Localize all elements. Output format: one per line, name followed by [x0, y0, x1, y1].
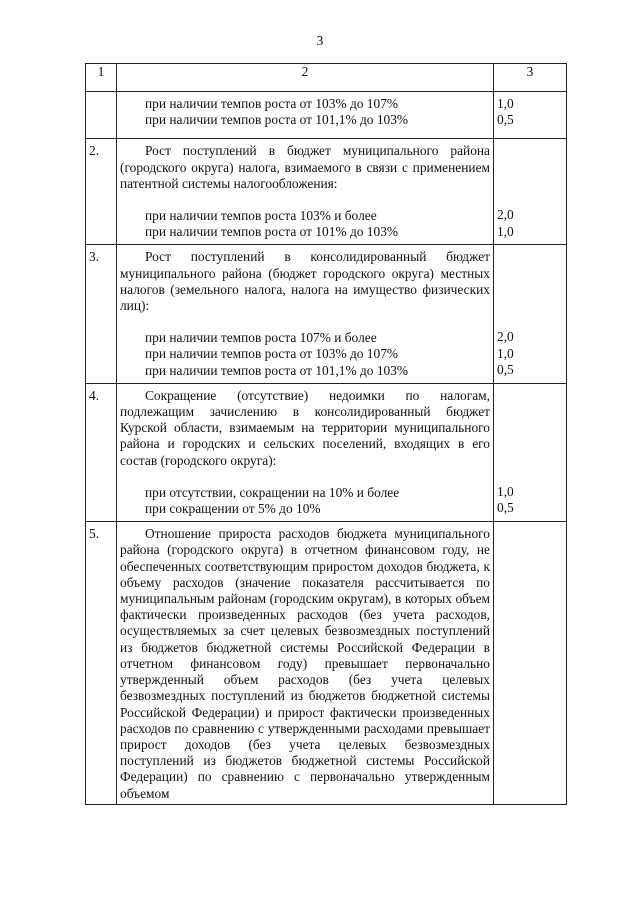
- row-description: [117, 245, 494, 383]
- score-value: 0,5: [497, 361, 514, 377]
- score-value: 1,0: [497, 345, 514, 361]
- score-value: 1,0: [497, 483, 514, 499]
- row-number: 3.: [86, 245, 117, 383]
- criteria-table: [85, 63, 567, 805]
- row-description: [117, 522, 494, 804]
- condition-item: при наличии темпов роста от 101,1% до 103%: [145, 112, 409, 128]
- condition-item: при наличии темпов роста от 101% до 103%: [145, 224, 399, 240]
- condition-item: при сокращении от 5% до 10%: [145, 501, 321, 517]
- row-scores: [494, 92, 567, 139]
- row-description: [117, 383, 494, 521]
- table-row: [86, 245, 567, 383]
- criterion-title: Рост поступлений в бюджет муниципального района (городского округа) налога, взимаемого в связи с применением патентной системы налогообложения:: [120, 143, 490, 191]
- row-scores: [494, 139, 567, 245]
- score-value: 1,0: [497, 223, 514, 239]
- header-col-3: 3: [494, 64, 567, 92]
- row-number: 2.: [86, 139, 117, 245]
- table-row: [86, 139, 567, 245]
- condition-item: при наличии темпов роста от 101,1% до 103%: [145, 362, 409, 378]
- header-col-1: 1: [86, 64, 117, 92]
- condition-item: при наличии темпов роста от 103% до 107%: [145, 96, 399, 111]
- score-value: 2,0: [497, 329, 514, 345]
- table-row: [86, 522, 567, 804]
- score-value: 1,0: [497, 96, 514, 111]
- table-header-row: [86, 64, 567, 92]
- score-value: 2,0: [497, 207, 514, 223]
- table-row: [86, 92, 567, 139]
- row-description: [117, 139, 494, 245]
- condition-item: при отсутствии, сокращении на 10% и более: [145, 484, 400, 500]
- criterion-title: Отношение прироста расходов бюджета муниципального района (городского округа) в отчетном финансовом году, не обеспеченных соответствующим приростом доходов бюджета, к объему расходов (значение показателя рассчитывается по муниципальным районам (городским округам), в которых объем фактически произведенных расходов (без учета расходов, осуществляемых за счет целевых безвозмездных поступлений из бюджетов бюджетной системы Российской Федерации в отчетном финансовом году) превышает первоначально утвержденный объем расходов (без учета целевых безвозмездных поступлений из бюджетов бюджетной системы Российской Федерации) и прирост фактически произведенных расходов по сравнению с утвержденными расходами превышает прирост доходов (без учета целевых безвозмездных поступлений из бюджетов бюджетной системы Российской Федерации) по сравнению с первоначально утвержденным объемом: [120, 526, 490, 801]
- row-description: [117, 92, 494, 139]
- condition-item: при наличии темпов роста от 103% до 107%: [145, 346, 399, 362]
- header-col-2: 2: [117, 64, 494, 92]
- condition-item: при наличии темпов роста 107% и более: [145, 330, 377, 346]
- score-value: 0,5: [497, 500, 514, 516]
- condition-item: при наличии темпов роста 103% и более: [145, 208, 377, 224]
- criterion-title: Сокращение (отсутствие) недоимки по налогам, подлежащим зачислению в консолидированный бюджет Курской области, взимаемым на территории муниципального района и городских и сельских поселений, входящих в его состав (городского округа):: [120, 387, 490, 468]
- row-number: 5.: [86, 522, 117, 804]
- table-row: [86, 383, 567, 521]
- page-number: 3: [316, 33, 324, 48]
- row-scores: [494, 383, 567, 521]
- row-number: 4.: [86, 383, 117, 521]
- score-value: 0,5: [497, 112, 514, 128]
- row-number: [86, 92, 117, 139]
- row-scores: [494, 245, 567, 383]
- criterion-title: Рост поступлений в консолидированный бюджет муниципального района (бюджет городского округа) местных налогов (земельного налога, налога на имущество физических лиц):: [120, 249, 490, 314]
- row-scores: [494, 522, 567, 804]
